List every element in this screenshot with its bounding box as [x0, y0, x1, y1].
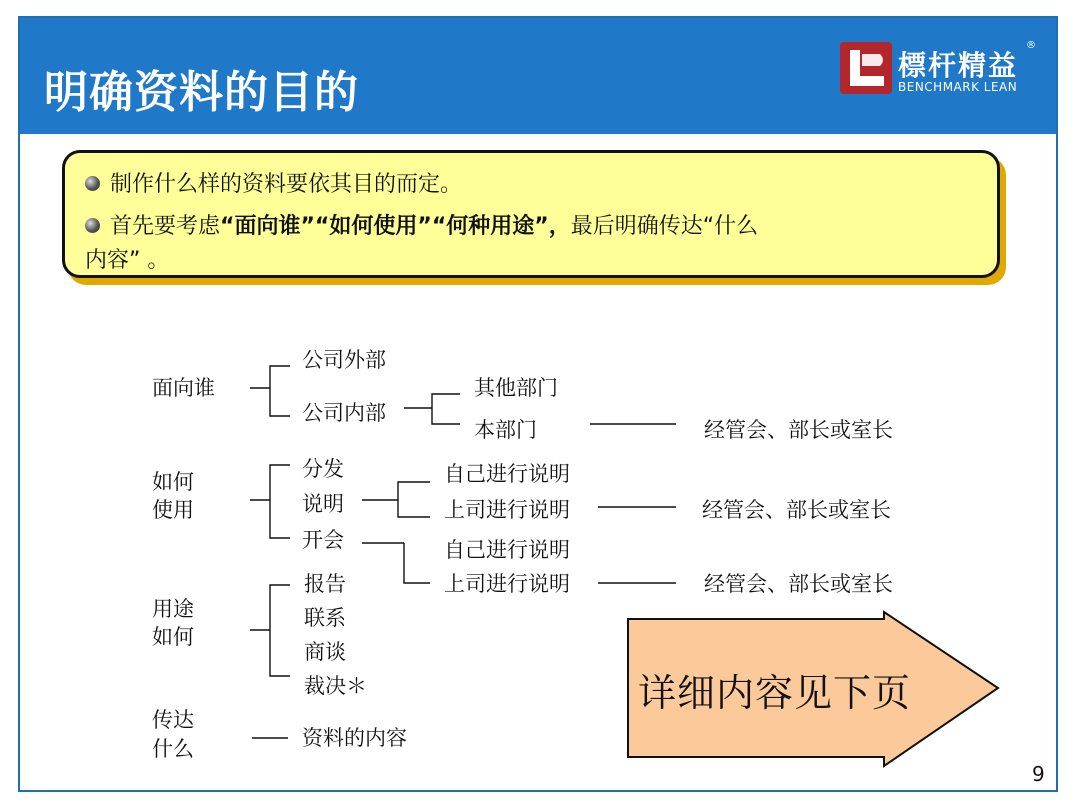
bullet-text-2b: “面向谁”“如何使用”“何种用途”，: [220, 214, 571, 239]
tree-node-other-dept: 其他部门: [474, 376, 558, 400]
bullet-text-2c: 最后明确传达“什么: [570, 214, 759, 239]
page-number: 9: [1032, 762, 1045, 786]
bullet-text-1: 制作什么样的资料要依其目的而定。: [110, 172, 463, 197]
bullet-text-3: 内容” 。: [85, 248, 170, 273]
bullet-text-2a: 首先要考虑: [110, 214, 221, 239]
logo-chinese-text: 標杆精益: [898, 49, 1019, 82]
tree-node-external: 公司外部: [302, 348, 386, 372]
tree-node-self-explain-1: 自己进行说明: [444, 462, 570, 486]
tree-node-decide: 裁决＊: [304, 674, 367, 698]
registered-mark: ®: [1026, 40, 1036, 51]
tree-node-end-2: 经管会、部长或室长: [702, 498, 891, 522]
next-page-arrow-label: 详细内容见下页: [638, 671, 912, 715]
tree-node-meeting: 开会: [302, 528, 344, 552]
tree-node-distribute: 分发: [302, 457, 344, 481]
tree-node-internal: 公司内部: [302, 401, 386, 425]
tree-label-usage-1: 如何: [152, 470, 194, 494]
tree-label-convey-1: 传达: [152, 708, 194, 732]
tree-node-explain: 说明: [302, 492, 344, 516]
tree-node-end-1: 经管会、部长或室长: [704, 418, 893, 442]
logo-english-text: BENCHMARK LEAN: [898, 80, 1018, 94]
tree-label-purpose-1: 用途: [152, 597, 194, 621]
tree-node-discuss: 商谈: [304, 640, 346, 664]
tree-node-end-3: 经管会、部长或室长: [704, 572, 893, 596]
tree-label-usage-2: 使用: [152, 498, 194, 522]
tree-node-boss-explain-1: 上司进行说明: [444, 498, 570, 522]
tree-node-content: 资料的内容: [302, 726, 407, 750]
tree-label-audience: 面向谁: [152, 376, 215, 400]
tree-node-own-dept: 本部门: [474, 418, 537, 442]
tree-node-contact: 联系: [304, 606, 346, 630]
tree-label-convey-2: 什么: [152, 737, 194, 761]
tree-node-self-explain-2: 自己进行说明: [444, 538, 570, 562]
tree-node-boss-explain-2: 上司进行说明: [444, 572, 570, 596]
tree-label-purpose-2: 如何: [152, 625, 194, 649]
tree-node-report: 报告: [304, 572, 346, 596]
slide-title: 明确资料的目的: [44, 67, 359, 118]
